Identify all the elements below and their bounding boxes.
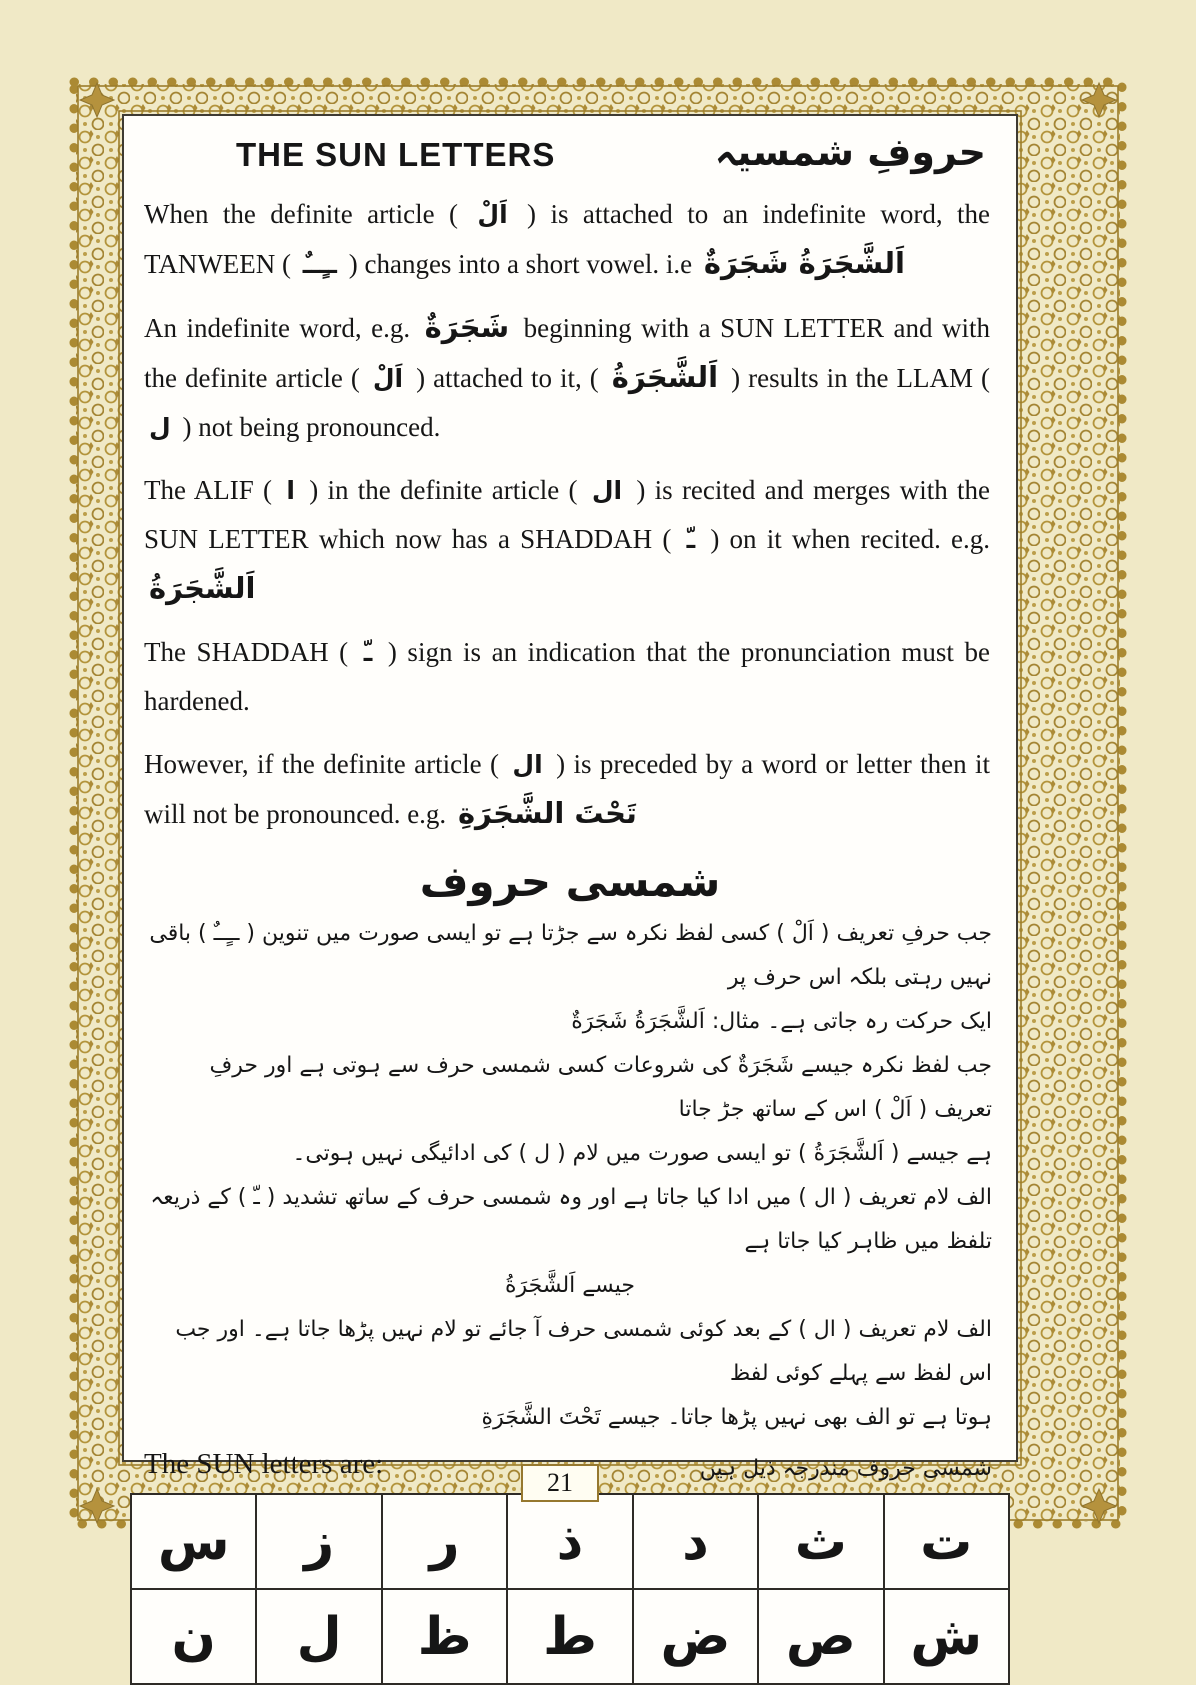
sun-letter-cell: ث xyxy=(758,1494,883,1589)
sun-letter-cell: ل xyxy=(256,1589,381,1684)
urdu-text-line: ہے جیسے ( اَلشَّجَرَةُ ) تو ایسی صورت میں لام ( ل ) کی ادائیگی نہیں ہوتی۔ xyxy=(292,1141,992,1166)
sun-letter-cell: ص xyxy=(758,1589,883,1684)
text-segment: ) is attached to an indefinite word, the TANWEEN ( xyxy=(144,199,990,279)
text-segment: ) in the definite article ( xyxy=(299,475,587,505)
sun-letters-label-english: The SUN letters are: xyxy=(144,1448,384,1480)
text-segment: ) changes into a short vowel. i.e xyxy=(341,249,699,279)
paragraph-preceded-word xyxy=(124,740,1016,839)
text-segment: When the definite article ( xyxy=(144,199,473,229)
text-segment: ) attached to it, ( xyxy=(408,363,607,393)
arabic-shaddah-sign: ـّ xyxy=(363,638,373,667)
text-segment: An indefinite word, e.g. xyxy=(144,313,420,343)
text-segment: The ALIF ( xyxy=(144,475,282,505)
arabic-tanween-sign: ــٍــٌ xyxy=(302,250,337,279)
sun-letter-cell: ط xyxy=(507,1589,632,1684)
urdu-text-line: ہوتا ہے تو الف بھی نہیں پڑھا جاتا۔ جیسے تَحْتَ الشَّجَرَةِ xyxy=(481,1405,992,1430)
urdu-text-line: الف لام تعریف ( ال ) کے بعد کوئی شمسی حرف آ جائے تو لام نہیں پڑھا جاتا ہے۔ اور جب اس لفظ سے پہلے کوئی لفظ xyxy=(175,1317,992,1386)
arabic-word-ashshajaratu: اَلشَّجَرَةُ xyxy=(611,360,719,394)
sun-letter-cell: ذ xyxy=(507,1494,632,1589)
text-segment: ) is preceded by a word or letter then it will not be pronounced. e.g. xyxy=(144,749,990,829)
urdu-text-line-example: جیسے اَلشَّجَرَةُ xyxy=(504,1273,636,1298)
sun-letter-cell: ت xyxy=(884,1494,1009,1589)
arabic-word-ashshajaratu: اَلشَّجَرَةُ xyxy=(149,571,256,605)
sun-letters-table xyxy=(130,1493,1010,1685)
sun-letters-row-1 xyxy=(131,1494,1009,1589)
urdu-text-line: جب حرفِ تعریف ( اَلْ ) کسی لفظ نکرہ سے جڑتا ہے تو ایسی صورت میں تنوین ( ــٍــٌ ) باقی نہیں رہتی بلکہ اس حرف پر xyxy=(149,921,992,990)
sun-letter-cell: ش xyxy=(884,1589,1009,1684)
sun-letter-cell: ر xyxy=(382,1494,507,1589)
urdu-text-line: جب لفظ نکرہ جیسے شَجَرَةٌ کی شروعات کسی شمسی حرف سے ہوتی ہے اور حرفِ تعریف ( اَلْ ) اس کے ساتھ جڑ جاتا xyxy=(209,1053,992,1122)
sun-letters-row-2 xyxy=(131,1589,1009,1684)
text-segment: ) not being pronounced. xyxy=(175,412,441,442)
paragraph-shaddah-meaning xyxy=(124,628,1016,726)
sun-letter-cell: ظ xyxy=(382,1589,507,1684)
page-number: 21 xyxy=(521,1464,599,1502)
text-segment: ) results in the LLAM ( xyxy=(723,363,991,393)
arabic-letter-alif: ا xyxy=(286,476,295,505)
paragraph-alif-merges xyxy=(124,466,1016,614)
sun-letter-cell: ز xyxy=(256,1494,381,1589)
arabic-example-tahta: تَحْتَ الشَّجَرَةِ xyxy=(457,796,637,830)
arabic-term-al: ال xyxy=(591,476,623,505)
sun-letter-cell: ض xyxy=(633,1589,758,1684)
sun-letters-label-urdu: شمسی حروف مندرجہ ذیل ہیں xyxy=(699,1456,992,1481)
arabic-term-al: اَلْ xyxy=(372,364,404,393)
urdu-text-line: الف لام تعریف ( ال ) میں ادا کیا جاتا ہے اور وہ شمسی حرف کے ساتھ تشدید ( ـّ ) کے ذریعہ تلفظ میں ظاہر کیا جاتا ہے xyxy=(150,1185,992,1254)
paragraph-indefinite-word xyxy=(124,303,1016,452)
arabic-shaddah-sign: ـّ xyxy=(686,525,696,554)
urdu-text-line: ایک حرکت رہ جاتی ہے۔ مثال: اَلشَّجَرَةُ شَجَرَةٌ xyxy=(571,1009,992,1034)
text-segment: However, if the definite article ( xyxy=(144,749,508,779)
page-title-arabic: حروفِ شمسیہ xyxy=(714,130,986,174)
arabic-letter-lam: ل xyxy=(149,413,171,442)
arabic-word-shajaratun: شَجَرَةٌ xyxy=(424,310,510,344)
urdu-section-heading: شمسی حروف xyxy=(419,857,721,906)
text-segment: beginning with a SUN LETTER and with the definite article ( xyxy=(144,313,990,393)
text-segment: The SHADDAH ( xyxy=(144,637,359,667)
page-title: THE SUN LETTERS xyxy=(236,136,556,173)
sun-letter-cell: ن xyxy=(131,1589,256,1684)
text-segment: ) on it when recited. e.g. xyxy=(700,524,990,554)
sun-letter-cell: د xyxy=(633,1494,758,1589)
paragraph-definite-article xyxy=(124,190,1016,289)
arabic-term-al: ال xyxy=(512,750,543,779)
text-segment: ) is recited and merges with the SUN LETTER which now has a SHADDAH ( xyxy=(144,475,990,554)
sun-letter-cell: س xyxy=(131,1494,256,1589)
text-segment: ) sign is an indication that the pronunciation must be hardened. xyxy=(144,637,990,716)
arabic-example-words: اَلشَّجَرَةُ شَجَرَةٌ xyxy=(703,246,905,280)
arabic-term-al: اَلْ xyxy=(477,200,508,229)
title-row xyxy=(124,116,1016,174)
